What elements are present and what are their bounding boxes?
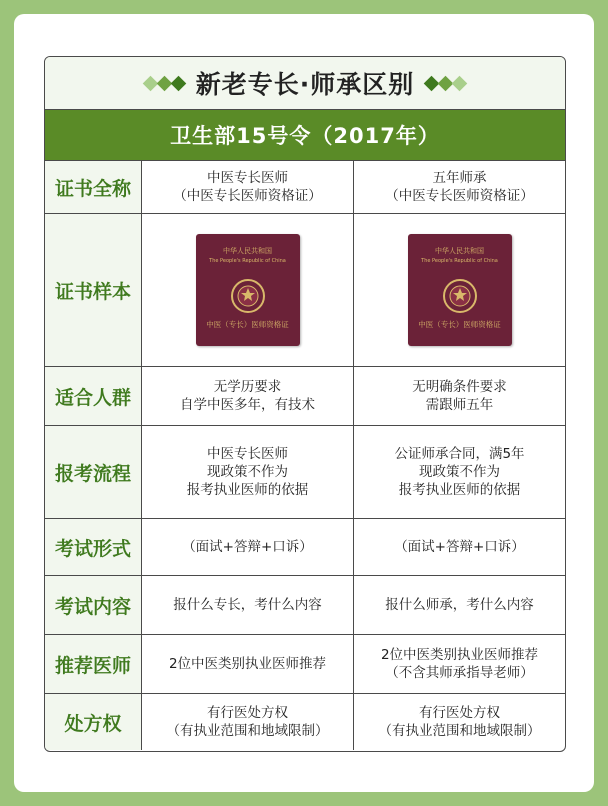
left-cell <box>142 519 354 575</box>
left-cell <box>142 161 354 213</box>
row-exam-content <box>45 576 565 635</box>
row-recommending-physician <box>45 635 565 694</box>
left-cell <box>142 694 354 750</box>
certificate-line2: The People's Republic of China <box>209 258 286 264</box>
row-label: 考试内容 <box>45 576 142 634</box>
national-emblem-icon <box>230 278 266 314</box>
row-label: 证书样本 <box>45 214 142 366</box>
cell-line: 报考执业医师的依据 <box>186 482 309 498</box>
certificate-line1: 中华人民共和国 <box>435 247 484 255</box>
certificate-image <box>196 234 300 346</box>
comparison-card <box>44 56 566 752</box>
row-application-process <box>45 426 565 519</box>
row-label: 适合人群 <box>45 367 142 425</box>
cell-line: 公证师承合同，满5年 <box>394 446 525 462</box>
cell-line: （有执业范围和地域限制） <box>378 723 541 739</box>
cell-line: 现政策不作为 <box>207 464 288 480</box>
right-cell <box>354 214 565 366</box>
right-cell <box>354 576 565 634</box>
left-cell <box>142 214 354 366</box>
cell-line: 有行医处方权 <box>207 705 288 721</box>
cell-line: 五年师承 <box>432 170 487 186</box>
row-label: 报考流程 <box>45 426 142 518</box>
right-cell <box>354 367 565 425</box>
left-cell <box>142 367 354 425</box>
left-cell <box>142 635 354 693</box>
left-cell <box>142 426 354 518</box>
cell-line: 中医专长医师 <box>207 446 288 462</box>
certificate-line3: 中医（专长）医师资格证 <box>206 320 289 329</box>
row-label: 推荐医师 <box>45 635 142 693</box>
left-cell <box>142 576 354 634</box>
cell-line: 有行医处方权 <box>419 705 500 721</box>
row-label: 证书全称 <box>45 161 142 213</box>
cell-line: 报考执业医师的依据 <box>398 482 521 498</box>
cell-line: 无学历要求 <box>213 379 282 395</box>
cell-line: 报什么专长，考什么内容 <box>173 597 322 613</box>
cell-line: 自学中医多年，有技术 <box>180 397 315 413</box>
right-cell <box>354 519 565 575</box>
cell-line: （面试+答辩+口诉） <box>394 539 525 555</box>
cell-line: （不含其师承指导老师） <box>385 665 534 681</box>
right-diamonds-icon <box>426 78 465 89</box>
row-prescription-right <box>45 694 565 750</box>
row-certificate-sample <box>45 214 565 367</box>
cell-line: 2位中医类别执业医师推荐 <box>168 656 327 672</box>
certificate-line2: The People's Republic of China <box>421 258 498 264</box>
row-target-group <box>45 367 565 426</box>
cell-line: （中医专长医师资格证） <box>173 188 322 204</box>
certificate-image <box>408 234 512 346</box>
cell-line: 中医专长医师 <box>207 170 288 186</box>
national-emblem-icon <box>442 278 478 314</box>
title-row <box>45 57 565 110</box>
cell-line: （有执业范围和地域限制） <box>166 723 329 739</box>
cell-line: 现政策不作为 <box>419 464 500 480</box>
right-cell <box>354 694 565 750</box>
left-diamonds-icon <box>145 78 184 89</box>
cell-line: 报什么师承，考什么内容 <box>385 597 534 613</box>
row-certificate-name <box>45 161 565 214</box>
cell-line: （面试+答辩+口诉） <box>182 539 313 555</box>
certificate-line1: 中华人民共和国 <box>223 247 272 255</box>
right-cell <box>354 426 565 518</box>
row-label: 处方权 <box>45 694 142 750</box>
row-label: 考试形式 <box>45 519 142 575</box>
subtitle-bar: 卫生部15号令（2017年） <box>45 110 565 161</box>
right-cell <box>354 161 565 213</box>
page-title: 新老专长·师承区别 <box>195 70 415 99</box>
cell-line: （中医专长医师资格证） <box>385 188 534 204</box>
row-exam-format <box>45 519 565 576</box>
certificate-line3: 中医（专长）医师资格证 <box>418 320 501 329</box>
cell-line: 无明确条件要求 <box>412 379 507 395</box>
cell-line: 2位中医类别执业医师推荐 <box>380 647 539 663</box>
cell-line: 需跟师五年 <box>425 397 494 413</box>
right-cell <box>354 635 565 693</box>
